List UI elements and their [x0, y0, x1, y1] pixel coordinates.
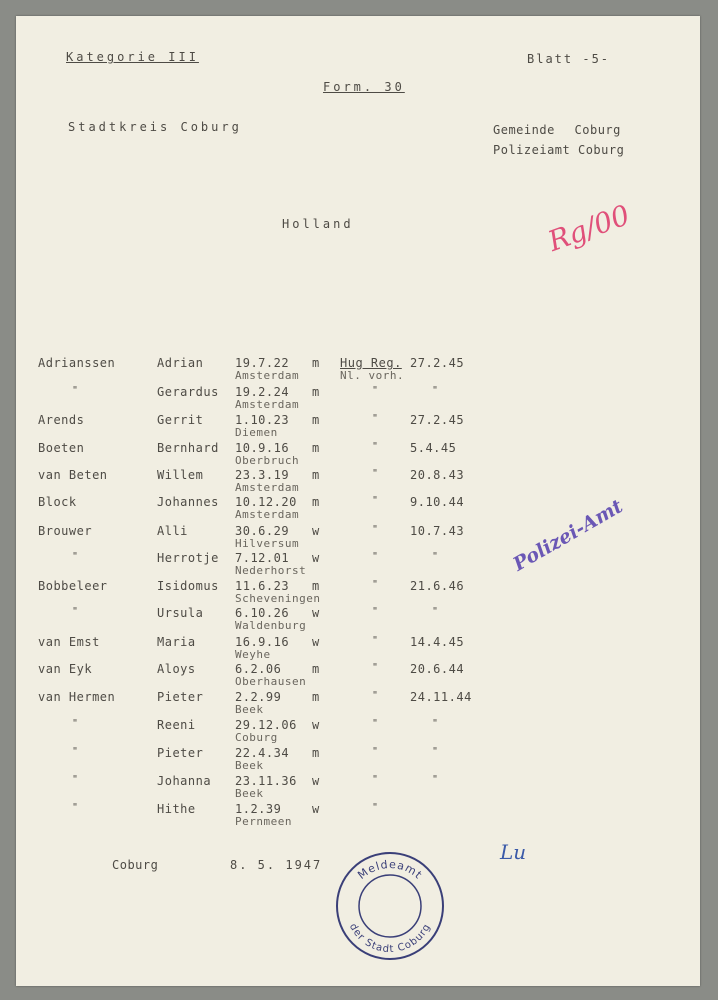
country-heading: Holland: [282, 217, 354, 231]
given-name-cell: Gerardus: [157, 385, 219, 399]
registration-date-cell: 14.4.45: [410, 635, 465, 649]
polizei-amt-stamp: Polizei-Amt: [509, 495, 627, 576]
surname-cell: ": [72, 385, 79, 396]
registration-date-cell: 27.2.45: [410, 413, 465, 427]
gemeinde-label: Gemeinde Coburg: [493, 123, 621, 137]
registration-date-cell: 27.2.45: [410, 356, 465, 370]
birth-date-cell: 16.9.16: [235, 635, 290, 649]
sex-cell: m: [312, 356, 320, 370]
given-name-cell: Johanna: [157, 774, 212, 788]
surname-cell: van Eyk: [38, 662, 93, 676]
given-name-cell: Pieter: [157, 746, 204, 760]
registration-date-cell: 9.10.44: [410, 495, 465, 509]
surname-cell: van Emst: [38, 635, 100, 649]
category-heading: Kategorie III: [66, 50, 199, 64]
registration-date-cell: 21.6.46: [410, 579, 465, 593]
sex-cell: m: [312, 662, 320, 676]
registration-date-cell: 20.6.44: [410, 662, 465, 676]
surname-cell: ": [72, 774, 79, 785]
birthplace-cell: Hilversum: [235, 537, 300, 550]
given-name-cell: Aloys: [157, 662, 196, 676]
given-name-cell: Herrotje: [157, 551, 219, 565]
sex-cell: m: [312, 495, 320, 509]
sex-cell: m: [312, 385, 320, 399]
sex-cell: m: [312, 468, 320, 482]
birthplace-cell: Amsterdam: [235, 369, 300, 382]
birthplace-cell: Oberhausen: [235, 675, 307, 688]
surname-cell: Boeten: [38, 441, 85, 455]
stadtkreis-label: Stadtkreis Coburg: [68, 120, 242, 134]
surname-cell: ": [72, 802, 79, 813]
birthplace-cell: Beek: [235, 759, 264, 772]
given-name-cell: Adrian: [157, 356, 204, 370]
status-cell: ": [372, 495, 379, 506]
birth-date-cell: 23.3.19: [235, 468, 290, 482]
birth-date-cell: 29.12.06: [235, 718, 297, 732]
red-handwritten-note: Rg/00: [543, 198, 635, 258]
birth-date-cell: 6.2.06: [235, 662, 282, 676]
surname-cell: Adrianssen: [38, 356, 116, 370]
given-name-cell: Willem: [157, 468, 204, 482]
registration-date-cell: 5.4.45: [410, 441, 457, 455]
status-cell: ": [372, 802, 379, 813]
registration-date-cell: 20.8.43: [410, 468, 465, 482]
given-name-cell: Reeni: [157, 718, 196, 732]
birthplace-cell: Beek: [235, 703, 264, 716]
birthplace-cell: Beek: [235, 787, 264, 800]
status-cell: ": [372, 662, 379, 673]
status-cell: ": [372, 441, 379, 452]
birth-date-cell: 30.6.29: [235, 524, 290, 538]
status-cell: ": [372, 579, 379, 590]
given-name-cell: Isidomus: [157, 579, 219, 593]
sex-cell: w: [312, 606, 320, 620]
surname-cell: van Beten: [38, 468, 108, 482]
birth-date-cell: 11.6.23: [235, 579, 290, 593]
footer-place: Coburg: [112, 858, 159, 872]
registration-date-cell: 10.7.43: [410, 524, 465, 538]
surname-cell: ": [72, 606, 79, 617]
svg-text:Meldeamt: Meldeamt: [355, 857, 425, 882]
registration-date-cell: 24.11.44: [410, 690, 472, 704]
given-name-cell: Ursula: [157, 606, 204, 620]
status-cell: ": [372, 635, 379, 646]
surname-cell: ": [72, 718, 79, 729]
birthplace-cell: Scheveningen: [235, 592, 321, 605]
birth-date-cell: 19.7.22: [235, 356, 290, 370]
birth-date-cell: 7.12.01: [235, 551, 290, 565]
sex-cell: w: [312, 718, 320, 732]
birthplace-cell: Amsterdam: [235, 481, 300, 494]
birth-date-cell: 1.10.23: [235, 413, 290, 427]
given-name-cell: Johannes: [157, 495, 219, 509]
birth-date-cell: 10.9.16: [235, 441, 290, 455]
status-cell: Hug Reg.: [340, 356, 402, 370]
status-cell: ": [372, 606, 379, 617]
status-cell: ": [372, 413, 379, 424]
sheet-number: Blatt -5-: [527, 52, 611, 66]
birthplace-cell: Amsterdam: [235, 398, 300, 411]
registration-date-cell: ": [432, 774, 439, 785]
sex-cell: m: [312, 441, 320, 455]
registration-date-cell: ": [432, 385, 439, 396]
sex-cell: m: [312, 746, 320, 760]
registration-date-cell: ": [432, 746, 439, 757]
given-name-cell: Alli: [157, 524, 188, 538]
given-name-cell: Bernhard: [157, 441, 219, 455]
status-cell: ": [372, 746, 379, 757]
status-cell: ": [372, 551, 379, 562]
status-cell: ": [372, 774, 379, 785]
svg-text:der Stadt Coburg: der Stadt Coburg: [346, 921, 434, 956]
surname-cell: ": [72, 551, 79, 562]
sex-cell: w: [312, 802, 320, 816]
status-cell: ": [372, 690, 379, 701]
birthplace-cell: Waldenburg: [235, 619, 307, 632]
birthplace-cell: Diemen: [235, 426, 278, 439]
sex-cell: w: [312, 551, 320, 565]
handwritten-initials: Lu: [500, 840, 527, 864]
registration-date-cell: ": [432, 718, 439, 729]
sex-cell: w: [312, 774, 320, 788]
birth-date-cell: 10.12.20: [235, 495, 297, 509]
registration-date-cell: ": [432, 551, 439, 562]
birthplace-cell: Pernmeen: [235, 815, 292, 828]
meldeamt-seal: [334, 850, 446, 962]
birthplace-cell: Oberbruch: [235, 454, 300, 467]
sex-cell: m: [312, 413, 320, 427]
birthplace-cell: Nederhorst: [235, 564, 307, 577]
footer-date: 8. 5. 1947: [230, 858, 323, 872]
document-page: [16, 16, 700, 986]
sex-cell: m: [312, 690, 320, 704]
surname-cell: Arends: [38, 413, 85, 427]
birth-date-cell: 23.11.36: [235, 774, 297, 788]
given-name-cell: Hithe: [157, 802, 196, 816]
surname-cell: Brouwer: [38, 524, 93, 538]
surname-cell: Bobbeleer: [38, 579, 108, 593]
status-cell: ": [372, 524, 379, 535]
birth-date-cell: 2.2.99: [235, 690, 282, 704]
birthplace-cell: Weyhe: [235, 648, 271, 661]
birth-date-cell: 6.10.26: [235, 606, 290, 620]
given-name-cell: Maria: [157, 635, 196, 649]
birth-date-cell: 22.4.34: [235, 746, 290, 760]
sex-cell: w: [312, 524, 320, 538]
birthplace-cell: Coburg: [235, 731, 278, 744]
birthplace-cell: Amsterdam: [235, 508, 300, 521]
status-cell: ": [372, 718, 379, 729]
registration-date-cell: ": [432, 606, 439, 617]
birth-date-cell: 19.2.24: [235, 385, 290, 399]
surname-cell: van Hermen: [38, 690, 116, 704]
status-detail-cell: Nl. vorh.: [340, 369, 405, 382]
status-cell: ": [372, 468, 379, 479]
form-number: Form. 30: [323, 80, 405, 94]
given-name-cell: Gerrit: [157, 413, 204, 427]
given-name-cell: Pieter: [157, 690, 204, 704]
polizeiamt-label: Polizeiamt Coburg: [493, 143, 625, 157]
surname-cell: Block: [38, 495, 77, 509]
status-cell: ": [372, 385, 379, 396]
sex-cell: m: [312, 579, 320, 593]
birth-date-cell: 1.2.39: [235, 802, 282, 816]
surname-cell: ": [72, 746, 79, 757]
sex-cell: w: [312, 635, 320, 649]
